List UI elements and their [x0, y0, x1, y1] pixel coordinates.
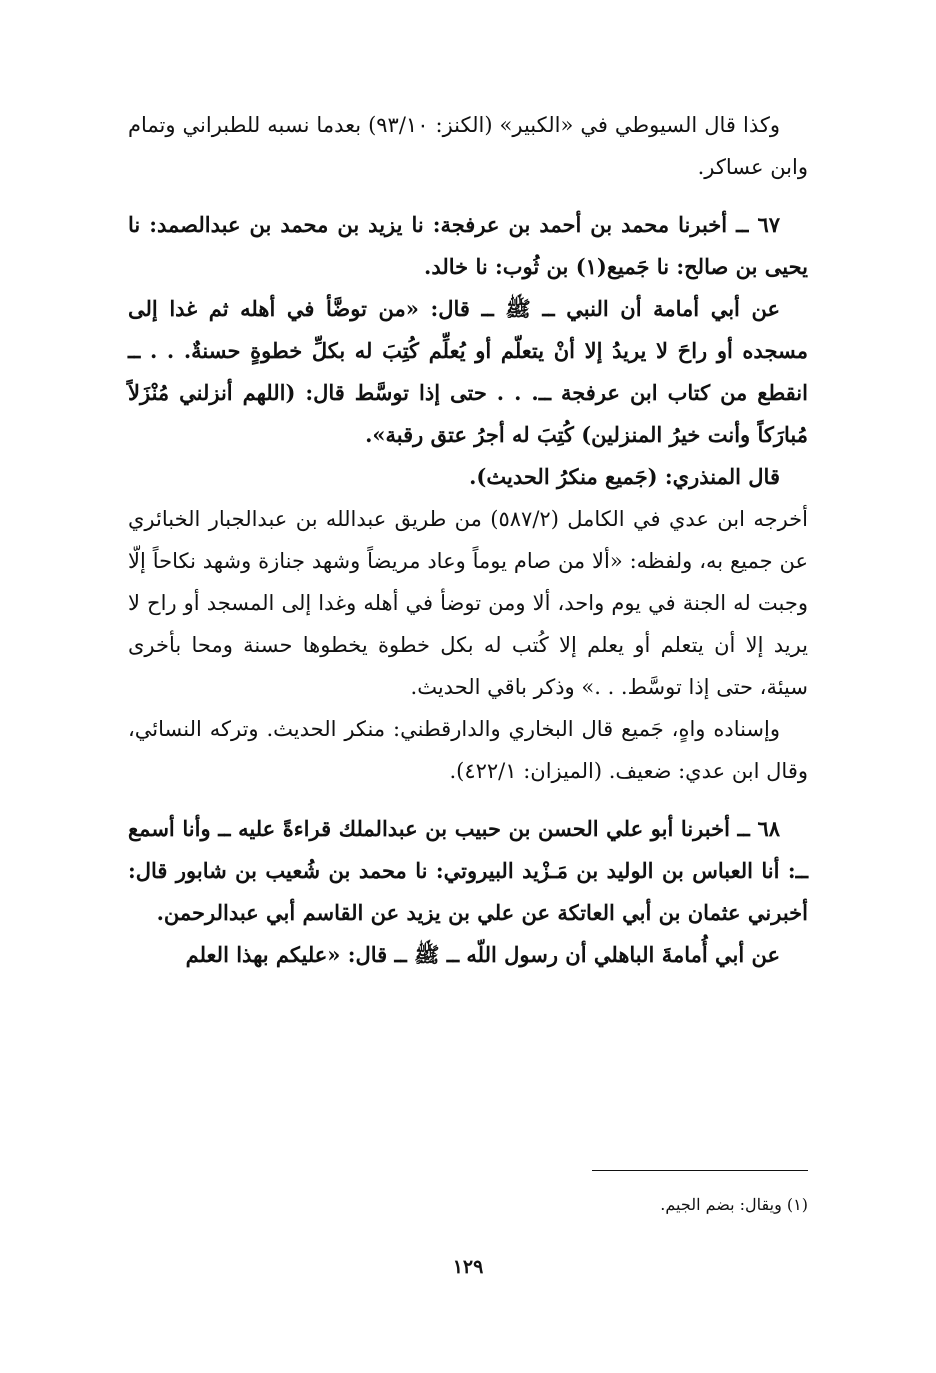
paragraph-suyuti-note: وكذا قال السيوطي في «الكبير» (الكنز: ٩٣/١٠) بعدما نسبه للطبراني وتمام وابن عساكر. — [128, 113, 808, 179]
footnote-divider — [592, 1170, 808, 1171]
mundhiri-note: قال المنذري: (جَميع منكرُ الحديث). — [469, 464, 780, 489]
footnote: (١) ويقال: بضم الجيم. — [660, 1195, 808, 1214]
page-body — [128, 104, 808, 976]
hadith-68-isnad: ٦٨ ــ أخبرنا أبو علي الحسن بن حبيب بن عبدالملك قراءةً عليه ــ وأنا أسمع ــ: أنا العباس بن الوليد بن مَـزْيد البيروتي: نا محمد بن شُعيب بن شابور قال: أخبرني عثمان بن أبي العاتكة عن علي بن يزيد عن القاسم أبي عبدالرحمن. — [128, 816, 808, 925]
hadith-67-matn: عن أبي أمامة أن النبي ــ ﷺ ــ قال: «من توضَّأ في أهله ثم غدا إلى مسجده أو راحَ لا يريدُ إلا أنْ يتعلّم أو يُعلِّم كُتِبَ له بكلِّ خطوةٍ حسنةٌ. . . ــ انقطع من كتاب ابن عرفجة ــ. . . حتى إذا توسَّط قال: (اللهم أنزلني مُنْزَلاً مُبارَكاً وأنت خيرُ المنزلين) كُتِبَ له أجرُ عتق رقبة». — [128, 296, 808, 447]
isnad-assessment: وإسناده واهٍ، جَميع قال البخاري والدارقطني: منكر الحديث. وتركه النسائي، وقال ابن عدي: ضعيف. (الميزان: ٤٢٢/١). — [128, 717, 808, 783]
takhrij-ibn-adi: أخرجه ابن عدي في الكامل (٥٨٧/٢) من طريق عبدالله بن عبدالجبار الخبائري عن جميع به، ولفظه: «ألا من صام يوماً وعاد مريضاً وشهد جنازة وشهد نكاحاً إلّا وجبت له الجنة في يوم واحد، ألا ومن توضأ في أهله وغدا إلى المسجد أو راح لا يريد إلا أن يتعلم أو يعلم إلا كُتب له بكل خطوة يخطوها حسنة ومحا بأخرى سيئة، حتى إذا توسَّط. . .» وذكر باقي الحديث. — [128, 507, 808, 699]
hadith-68-matn: عن أبي أُمامةَ الباهلي أن رسول اللّه ــ ﷺ ــ قال: «عليكم بهذا العلم — [185, 942, 780, 967]
section-gap — [128, 188, 808, 204]
page-number: ١٢٩ — [452, 1256, 484, 1278]
section-gap — [128, 792, 808, 808]
hadith-67-isnad: ٦٧ ــ أخبرنا محمد بن أحمد بن عرفجة: نا يزيد بن محمد بن عبدالصمد: نا يحيى بن صالح: نا جَميع(١) بن ثُوب: نا خالد. — [128, 212, 808, 279]
